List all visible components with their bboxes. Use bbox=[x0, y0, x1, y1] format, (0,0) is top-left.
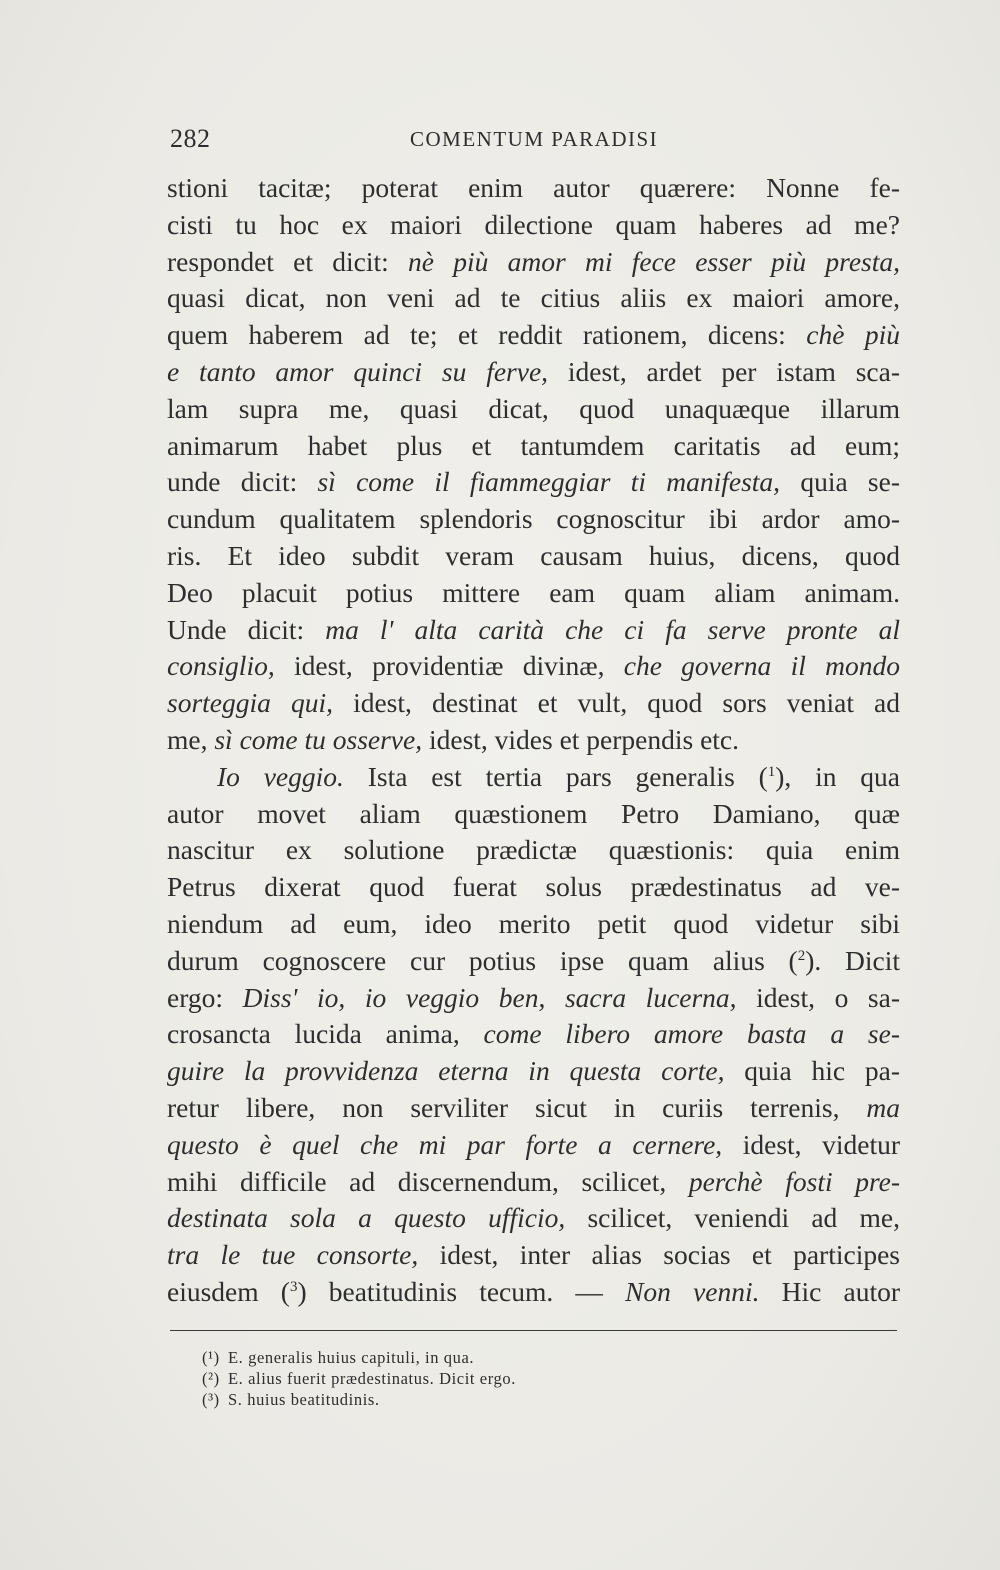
text-line bbox=[167, 869, 900, 906]
text-segment: respondet et dicit: bbox=[167, 245, 409, 277]
text-line bbox=[167, 722, 900, 759]
text-segment: Hic autor bbox=[759, 1275, 900, 1307]
text-segment: unde dicit: bbox=[167, 466, 318, 498]
italic-quotation: Non venni. bbox=[625, 1275, 760, 1307]
italic-quotation: sorteggia qui, bbox=[167, 687, 333, 719]
footnote-reference: 3 bbox=[289, 1278, 298, 1295]
footnote-mark: (¹) bbox=[202, 1348, 220, 1367]
text-line bbox=[167, 1090, 900, 1127]
text-line bbox=[167, 1274, 900, 1311]
italic-quotation: chè più bbox=[806, 319, 900, 351]
page-number: 282 bbox=[170, 124, 211, 153]
text-segment: ) beatitudinis tecum. — bbox=[297, 1275, 626, 1307]
footnote-mark: (²) bbox=[202, 1369, 220, 1388]
text-line bbox=[167, 906, 900, 943]
text-segment: quia se- bbox=[780, 466, 900, 498]
text-segment: quem haberem ad te; et reddit rationem, dicens: bbox=[167, 319, 807, 351]
text-segment: quia hic pa- bbox=[724, 1055, 900, 1087]
footnote-rule bbox=[170, 1330, 897, 1331]
text-line bbox=[167, 354, 900, 391]
text-line bbox=[167, 1053, 900, 1090]
italic-quotation: che governa il mondo bbox=[623, 650, 900, 682]
text-segment: retur libere, non serviliter sicut in curiis terrenis, bbox=[167, 1091, 867, 1123]
text-line bbox=[167, 575, 900, 612]
italic-quotation: ma l' alta carità che ci fa serve pronte al bbox=[325, 613, 900, 645]
text-line bbox=[167, 759, 900, 796]
italic-quotation: come libero amore basta a se- bbox=[483, 1018, 900, 1050]
text-segment: Deo placuit potius mittere eam quam aliam animam. bbox=[167, 576, 900, 608]
text-line bbox=[167, 207, 900, 244]
text-line bbox=[167, 391, 900, 428]
text-segment: quasi dicat, non veni ad te citius aliis ex maiori amore, bbox=[167, 282, 900, 314]
text-segment: ), in qua bbox=[775, 760, 900, 792]
text-line bbox=[167, 464, 900, 501]
text-line bbox=[167, 648, 900, 685]
text-line bbox=[167, 612, 900, 649]
text-line bbox=[167, 501, 900, 538]
text-line bbox=[167, 685, 900, 722]
italic-quotation: nè più amor mi fece esser più presta, bbox=[408, 245, 900, 277]
italic-quotation: questo è quel che mi par forte a cernere, bbox=[167, 1128, 723, 1160]
text-segment: ris. Et ideo subdit veram causam huius, dicens, quod bbox=[167, 539, 900, 571]
text-segment: animarum habet plus et tantumdem caritatis ad eum; bbox=[167, 429, 900, 461]
italic-quotation: perchè fosti pre- bbox=[688, 1165, 901, 1197]
text-line bbox=[167, 1164, 900, 1201]
text-segment: durum cognoscere cur potius ipse quam alius ( bbox=[167, 944, 798, 976]
text-segment: cundum qualitatem splendoris cognoscitur ibi ardor amo- bbox=[167, 503, 900, 535]
text-line bbox=[167, 317, 900, 354]
italic-quotation: e tanto amor quinci su ferve, bbox=[167, 355, 549, 387]
italic-quotation: sì come il fiammeggiar ti manifesta, bbox=[317, 466, 781, 498]
text-segment: me, bbox=[167, 723, 215, 755]
italic-quotation: destinata sola a questo ufficio, bbox=[167, 1202, 566, 1234]
italic-quotation: Io veggio. bbox=[217, 760, 344, 792]
text-segment: scilicet, veniendi ad me, bbox=[565, 1202, 900, 1234]
footnote-mark: (³) bbox=[202, 1390, 220, 1409]
italic-quotation: Diss' io, io veggio ben, sacra lucerna, bbox=[242, 981, 737, 1013]
footnotes bbox=[202, 1347, 762, 1410]
text-segment: idest, destinat et vult, quod sors veniat ad bbox=[333, 687, 901, 719]
footnote bbox=[202, 1368, 762, 1389]
text-segment: eiusdem ( bbox=[167, 1275, 290, 1307]
running-head: COMENTUM PARADISI bbox=[410, 127, 659, 151]
body-text bbox=[167, 170, 900, 1311]
footnote bbox=[202, 1389, 762, 1410]
text-segment: idest, vides et perpendis etc. bbox=[422, 723, 740, 755]
italic-quotation: guire la provvidenza eterna in questa corte, bbox=[167, 1055, 725, 1087]
text-line bbox=[167, 244, 900, 281]
text-line bbox=[167, 170, 900, 207]
text-segment: mihi difficile ad discernendum, scilicet, bbox=[167, 1165, 689, 1197]
page-header bbox=[170, 124, 900, 158]
footnote-reference: 2 bbox=[797, 947, 806, 964]
footnote-text: S. huius beatitudinis. bbox=[228, 1390, 380, 1409]
text-line bbox=[167, 280, 900, 317]
italic-quotation: tra le tue consorte, bbox=[167, 1239, 419, 1271]
text-line bbox=[167, 832, 900, 869]
text-segment: Unde dicit: bbox=[167, 613, 326, 645]
text-line bbox=[167, 980, 900, 1017]
italic-quotation: ma bbox=[866, 1091, 900, 1123]
text-segment: idest, providentiæ divinæ, bbox=[274, 650, 624, 682]
text-segment: lam supra me, quasi dicat, quod unaquæque illarum bbox=[167, 392, 900, 424]
text-segment: ergo: bbox=[167, 981, 243, 1013]
text-line bbox=[167, 1237, 900, 1274]
text-segment: idest, o sa- bbox=[736, 981, 901, 1013]
text-segment: Ista est tertia pars generalis ( bbox=[343, 760, 768, 792]
text-line bbox=[167, 1127, 900, 1164]
text-segment: nascitur ex solutione prædictæ quæstionis: quia enim bbox=[167, 834, 900, 866]
text-segment: cisti tu hoc ex maiori dilectione quam haberes ad me? bbox=[167, 208, 900, 240]
text-segment: niendum ad eum, ideo merito petit quod videtur sibi bbox=[167, 907, 900, 939]
italic-quotation: consiglio, bbox=[167, 650, 275, 682]
text-segment: idest, inter alias socias et participes bbox=[418, 1239, 900, 1271]
text-segment: autor movet aliam quæstionem Petro Damiano, quæ bbox=[167, 797, 900, 829]
text-segment: Petrus dixerat quod fuerat solus prædestinatus ad ve- bbox=[167, 871, 900, 903]
text-line bbox=[167, 943, 900, 980]
footnote bbox=[202, 1347, 762, 1368]
text-segment: ). Dicit bbox=[805, 944, 900, 976]
text-line bbox=[167, 538, 900, 575]
text-line bbox=[167, 428, 900, 465]
text-segment: crosancta lucida anima, bbox=[167, 1018, 484, 1050]
footnote-text: E. alius fuerit prædestinatus. Dicit ergo. bbox=[228, 1369, 516, 1388]
footnote-text: E. generalis huius capituli, in qua. bbox=[228, 1348, 475, 1367]
text-line bbox=[167, 1016, 900, 1053]
italic-quotation: sì come tu osserve, bbox=[214, 723, 423, 755]
text-segment: stioni tacitæ; poterat enim autor quærere: Nonne fe- bbox=[167, 172, 900, 203]
footnote-reference: 1 bbox=[767, 763, 776, 780]
text-segment: idest, videtur bbox=[722, 1128, 900, 1160]
text-segment: idest, ardet per istam sca- bbox=[548, 355, 900, 387]
text-line bbox=[167, 1200, 900, 1237]
text-line bbox=[167, 796, 900, 833]
